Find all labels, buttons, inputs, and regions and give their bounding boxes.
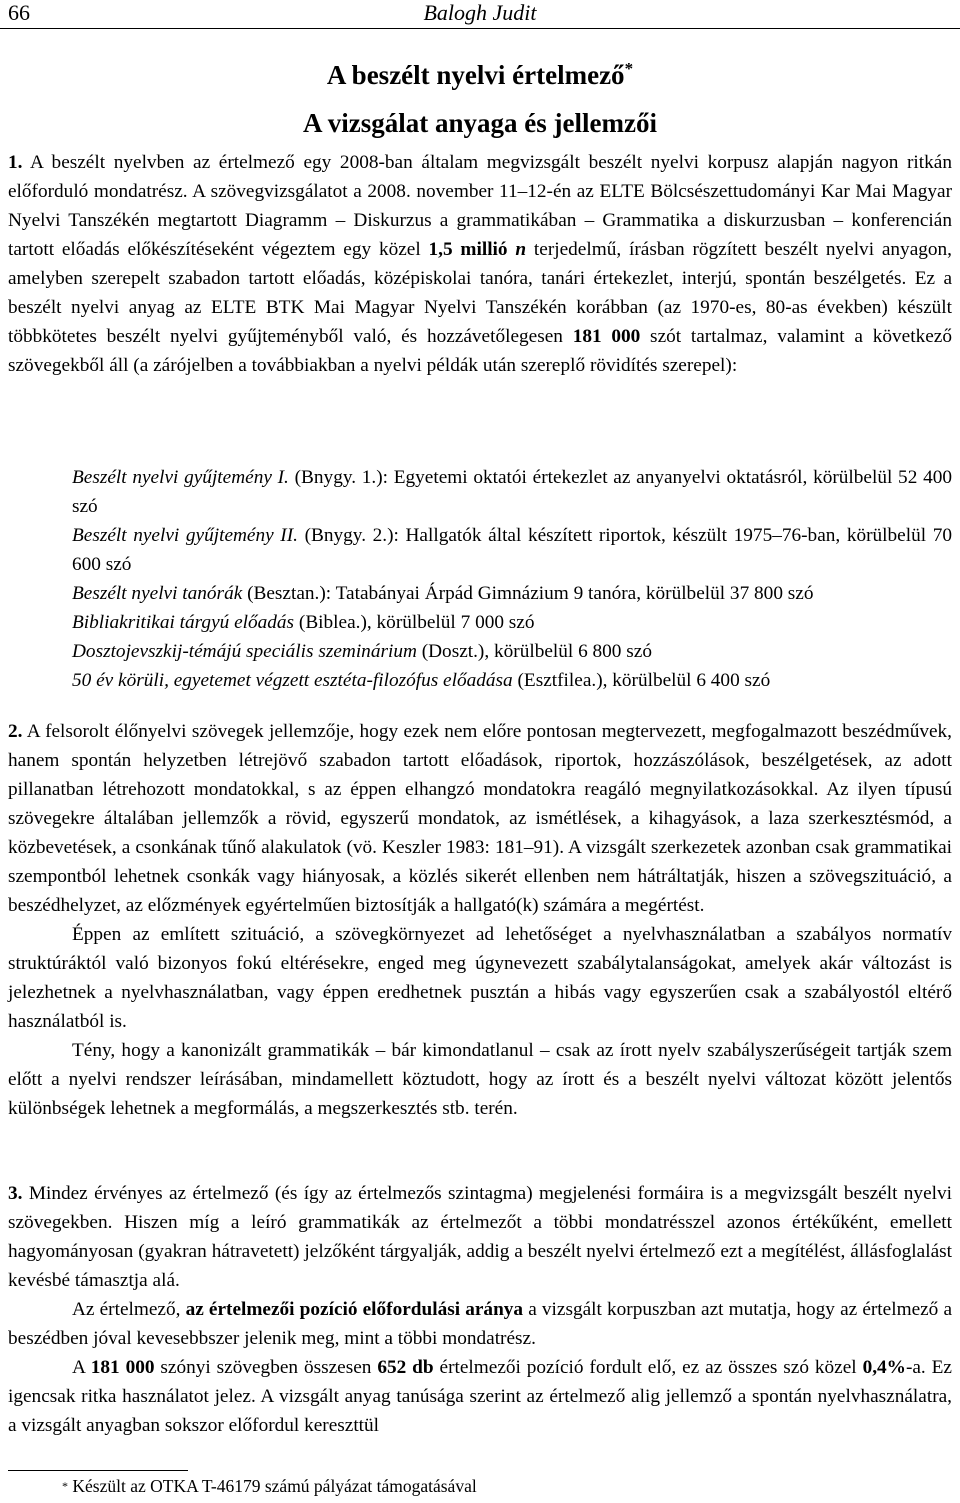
text-run: Az értelmező,: [72, 1299, 186, 1320]
emphasis-bold: 1,5 millió: [428, 239, 508, 260]
source-title: 50 év körüli, egyetemet végzett esztéta-filozófus előadása: [72, 670, 513, 691]
section-3: [8, 1179, 952, 1440]
section-number: 3.: [8, 1183, 23, 1204]
article-title: [0, 58, 960, 92]
text-run: -a. Ez igencsak ritka használatot jelez. A vizsgált anyag tanúsága szerint az értelmező alig jellemző a spontán nyelvhasználatra, a vizsgált anyagban sokszor előfordul kereszttül: [8, 1357, 952, 1436]
source-item: [8, 637, 952, 666]
section-2: [8, 717, 952, 1123]
source-detail: (Besztan.): Tatabányai Árpád Gimnázium 9 tanóra, körülbelül 37 800 szó: [242, 583, 814, 604]
source-title: Beszélt nyelvi tanórák: [72, 583, 243, 604]
source-title: Beszélt nyelvi gyűjtemény II.: [72, 525, 298, 546]
source-list: [8, 463, 952, 695]
text-run: a vizsgált korpuszban azt mutatja, hogy az értelmező a beszédben jóval kevesebbszer jelenik meg, mint a többi mondatrész.: [8, 1299, 953, 1349]
section-number: 2.: [8, 721, 23, 742]
section-2-paragraph: [8, 717, 952, 920]
text-run: A felsorolt élőnyelvi szövegek jellemzője, hogy ezek nem előre pontosan megtervezett, megfogalmazott beszédművek, hanem spontán helyzetben létrejövő szabadon tartott előadások, riportok, hozzászólások, beszélgetések, az adott pillanatban létrehozott mondatokkal, s az éppen elhangzó mondatokra reagáló megnyilatkozásokkal. Az ilyen típusú szövegekre általában jellemzők a rövid, egyszerű mondatok, az ismétlések, a kihagyások, a laza szerkesztésmód, a közbevetések, a csonkának tűnő alakulatok (vö. Keszler 1983: 181–91). A vizsgált szerkezetek azonban csak grammatikai szempontból lehetnek csonkák vagy hiányosak, a közlés sikerét ellenben nem hátráltatják, hiszen a szövegszituáció, a beszédhelyzet, az előzmények egyértelműen biztosítják a hallgató(k) számára a megértést.: [8, 721, 952, 916]
source-detail: (Bnygy. 1.): Egyetemi oktatói értekezlet az anyanyelvi oktatásról, körülbelül 52 400 szó: [72, 467, 952, 517]
section-number: 1.: [8, 152, 23, 173]
footnote-text: Készült az OTKA T-46179 számú pályázat támogatásával: [72, 1476, 477, 1496]
source-item: [8, 521, 952, 579]
running-header: [0, 0, 960, 29]
section-3-paragraph: [8, 1179, 952, 1295]
emphasis-bold: az értelmezői pozíció előfordulási aránya: [185, 1299, 524, 1320]
text-run: terjedelmű, írásban rögzített beszélt nyelvi anyagon, amelyben szerepelt szabadon tartott előadás, középiskolai tanóra, tanári értekezlet, interjú, spontán beszélgetés. Ez a beszélt nyelvi anyag az ELTE BTK Mai Magyar Nyelvi Tanszékén korábban (az 1970-es, 80-as években) készült többkötetes beszélt nyelvi gyűjteményből való, és hozzávetőlegesen: [8, 239, 952, 347]
source-detail: (Bnygy. 2.): Hallgatók által készített riportok, készült 1975–76-ban, körülbelül 70 600 szó: [72, 525, 952, 575]
emphasis-bold: 181 000: [90, 1357, 155, 1378]
source-item: [8, 579, 952, 608]
page-number: 66: [8, 0, 30, 25]
section-1-paragraph: [8, 148, 952, 380]
source-title: Bibliakritikai tárgyú előadás: [72, 612, 295, 633]
article-title-text: A beszélt nyelvi értelmező: [326, 60, 625, 90]
running-author: Balogh Judit: [423, 0, 537, 25]
emphasis-bold: 652 db: [377, 1357, 434, 1378]
source-item: [8, 608, 952, 637]
section-1: [8, 148, 952, 380]
source-detail: (Doszt.), körülbelül 6 800 szó: [416, 641, 652, 662]
source-detail: (Biblea.), körülbelül 7 000 szó: [294, 612, 535, 633]
footnote-mark: *: [62, 1479, 68, 1493]
text-run: Mindez érvényes az értelmező (és így az értelmezős szintagma) megjelenési formáira is a megvizsgált beszélt nyelvi szövegekben. Hiszen míg a leíró grammatikák az értelmezőt a többi mondatrésszel azonos értékűként, emellett hagyományosan (gyakran hátravetett) jelzőként tárgyalják, addig a beszélt nyelvi értelmező ezt a megítélést, állásfoglalást kevésbé támasztja alá.: [8, 1183, 952, 1291]
text-run: szót tartalmaz, valamint a következő szövegekből áll (a zárójelben a továbbiakban a nyelvi példák után szereplő rövidítés szerepel):: [8, 326, 952, 376]
text-run: szónyi szövegben összesen: [154, 1357, 378, 1378]
source-title: Dosztojevszkij-témájú speciális szeminárium: [72, 641, 417, 662]
section-3-paragraph: [8, 1295, 952, 1353]
emphasis-bold: 181 000: [572, 326, 641, 347]
source-title: Beszélt nyelvi gyűjtemény I.: [72, 467, 289, 488]
article-subtitle: A vizsgálat anyaga és jellemzői: [303, 108, 657, 138]
text-run: A beszélt nyelvben az értelmező egy 2008-ban általam megvizsgált beszélt nyelvi korpusz alapján nagyon ritkán előforduló mondatrész. A szövegvizsgálatot a 2008. november 11–12-én az ELTE Bölcsészettudományi Kar Mai Magyar Nyelvi Tanszékén megtartott Diagramm – Diskurzus a grammatikában – Grammatika a diskurzusban – konferencián tartott előadás előkészítéseként végeztem egy közel: [8, 152, 952, 260]
footnote-divider: [8, 1470, 188, 1471]
footnote: [62, 1474, 477, 1498]
section-3-paragraph: [8, 1353, 952, 1440]
source-item: [8, 666, 952, 695]
title-footnote-mark[interactable]: *: [624, 59, 634, 78]
source-item: [8, 463, 952, 521]
text-run: A: [72, 1357, 91, 1378]
source-detail: (Esztfilea.), körülbelül 6 400 szó: [512, 670, 771, 691]
section-2-paragraph: Tény, hogy a kanonizált grammatikák – bár kimondatlanul – csak az írott nyelv szabályszerűségeit tartják szem előtt a nyelvi rendszer leírásában, mindamellett köztudott, hogy az írott és a beszélt nyelvi változat között jelentős különbségek lehetnek a megformálás, a megszerkesztés stb. terén.: [8, 1040, 952, 1119]
emphasis-bold-italic: n: [515, 239, 527, 260]
text-run: értelmezői pozíció fordult elő, ez az összes szó közel: [433, 1357, 863, 1378]
emphasis-bold: 0,4%: [862, 1357, 906, 1378]
section-2-paragraph: Éppen az említett szituáció, a szövegkörnyezet ad lehetőséget a nyelvhasználatban a szabályos normatív struktúráktól való bizonyos fokú eltérésekre, enged meg úgynevezett szabálytalanságokat, amelyek akár változást is jelezhetnek a nyelvhasználatban, vagy éppen eredhetnek pusztán a hibás vagy egyszerűen csak a szabályostól eltérő használatból is.: [8, 924, 952, 1032]
